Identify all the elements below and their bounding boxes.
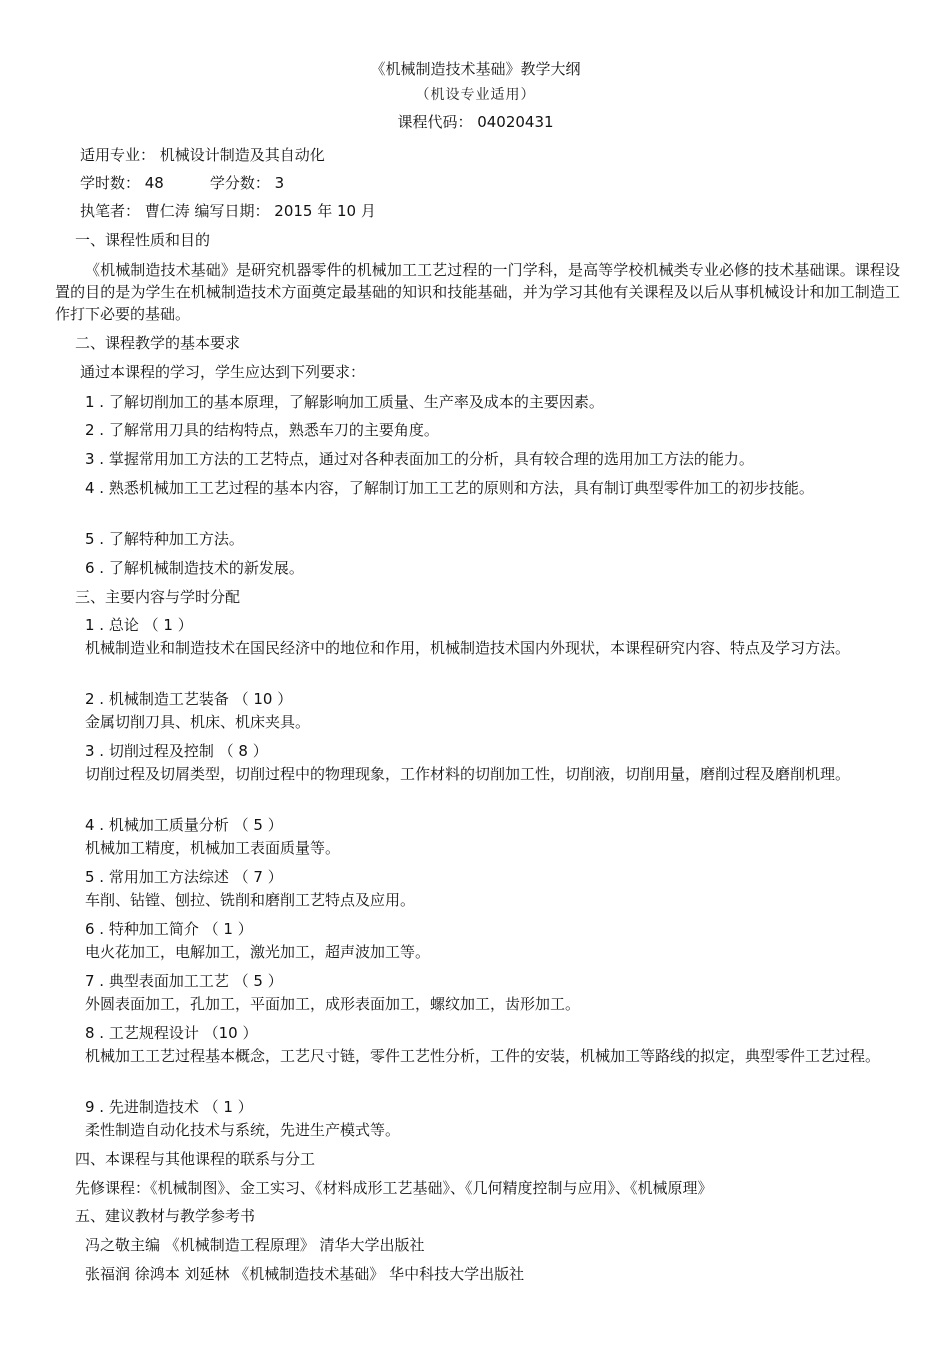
requirement-item: 5 . 了解特种加工方法。 — [85, 530, 244, 548]
document-subtitle: （机设专业适用） — [415, 87, 536, 103]
course-code: 课程代码： 04020431 — [397, 113, 554, 131]
section-4-heading: 四、本课程与其他课程的联系与分工 — [75, 1150, 316, 1168]
content-item-heading: 1 . 总论 （ 1 ） — [85, 616, 193, 634]
content-item-body: 外圆表面加工，孔加工，平面加工，成形表面加工，螺纹加工，齿形加工。 — [85, 995, 581, 1013]
content-item-body: 柔性制造自动化技术与系统，先进生产模式等。 — [85, 1121, 401, 1139]
requirement-item: 2 . 了解常用刀具的结构特点，熟悉车刀的主要角度。 — [85, 421, 439, 439]
reference-book: 冯之敬主编 《机械制造工程原理》 清华大学出版社 — [85, 1236, 425, 1254]
requirement-item: 3 . 掌握常用加工方法的工艺特点，通过对各种表面加工的分析，具有较合理的选用加工方法的能力。 — [85, 450, 754, 468]
content-item-body: 车削、钻镗、刨拉、铣削和磨削工艺特点及应用。 — [85, 891, 416, 909]
content-item-body: 机械加工工艺过程基本概念，工艺尺寸链，零件工艺性分析，工件的安装，机械加工等路线的拟定，典型零件工艺过程。 — [85, 1047, 881, 1065]
content-item-body: 机械加工精度，机械加工表面质量等。 — [85, 839, 341, 857]
hours-credits-row — [80, 173, 284, 193]
content-item-body: 电火花加工，电解加工，激光加工，超声波加工等。 — [85, 943, 431, 961]
content-item-heading: 6 . 特种加工简介 （ 1 ） — [85, 920, 253, 938]
content-item-heading: 5 . 常用加工方法综述 （ 7 ） — [85, 868, 283, 886]
content-item-heading: 2 . 机械制造工艺装备 （ 10 ） — [85, 690, 293, 708]
content-item-heading: 4 . 机械加工质量分析 （ 5 ） — [85, 816, 283, 834]
content-item-body: 金属切削刀具、机床、机床夹具。 — [85, 713, 311, 731]
prerequisite-courses: 先修课程：《机械制图》、金工实习、《材料成形工艺基础》、《几何精度控制与应用》、《机械原理》 — [75, 1179, 713, 1197]
section-2-intro: 通过本课程的学习，学生应达到下列要求： — [80, 363, 366, 381]
class-hours: 学时数： 48 — [80, 174, 164, 192]
content-item-body: 机械制造业和制造技术在国民经济中的地位和作用，机械制造技术国内外现状，本课程研究内容、特点及学习方法。 — [85, 639, 851, 657]
section-1-paragraph: 《机械制造技术基础》是研究机器零件的机械加工工艺过程的一门学科，是高等学校机械类专业必修的技术基础课。课程设置的目的是为学生在机械制造技术方面奠定最基础的知识和技能基础，并为学习其他有关课程及以后从事机械设计和加工制造工作打下必要的基础。 — [55, 261, 900, 323]
content-item-heading: 9 . 先进制造技术 （ 1 ） — [85, 1098, 253, 1116]
applicable-major: 适用专业： 机械设计制造及其自动化 — [80, 146, 325, 164]
requirement-item: 1 . 了解切削加工的基本原理，了解影响加工质量、生产率及成本的主要因素。 — [85, 393, 604, 411]
requirement-item: 4 . 熟悉机械加工工艺过程的基本内容，了解制订加工工艺的原则和方法，具有制订典型零件加工的初步技能。 — [85, 479, 814, 497]
document-title: 《机械制造技术基础》教学大纲 — [370, 60, 581, 78]
section-3-heading: 三、主要内容与学时分配 — [75, 588, 241, 606]
content-item-body: 切削过程及切屑类型，切削过程中的物理现象，工作材料的切削加工性，切削液，切削用量，磨削过程及磨削机理。 — [85, 765, 851, 783]
section-2-heading: 二、课程教学的基本要求 — [75, 334, 241, 352]
requirement-item: 6 . 了解机械制造技术的新发展。 — [85, 559, 304, 577]
reference-book: 张福润 徐鸿本 刘延林 《机械制造技术基础》 华中科技大学出版社 — [85, 1265, 525, 1283]
content-item-heading: 8 . 工艺规程设计 （10 ） — [85, 1024, 258, 1042]
content-item-heading: 7 . 典型表面加工工艺 （ 5 ） — [85, 972, 283, 990]
author-date: 执笔者： 曹仁涛 编写日期： 2015 年 10 月 — [80, 202, 376, 220]
section-5-heading: 五、建议教材与教学参考书 — [75, 1207, 256, 1225]
credits: 学分数： 3 — [209, 174, 285, 192]
section-1-heading: 一、课程性质和目的 — [75, 231, 211, 249]
content-item-heading: 3 . 切削过程及控制 （ 8 ） — [85, 742, 268, 760]
